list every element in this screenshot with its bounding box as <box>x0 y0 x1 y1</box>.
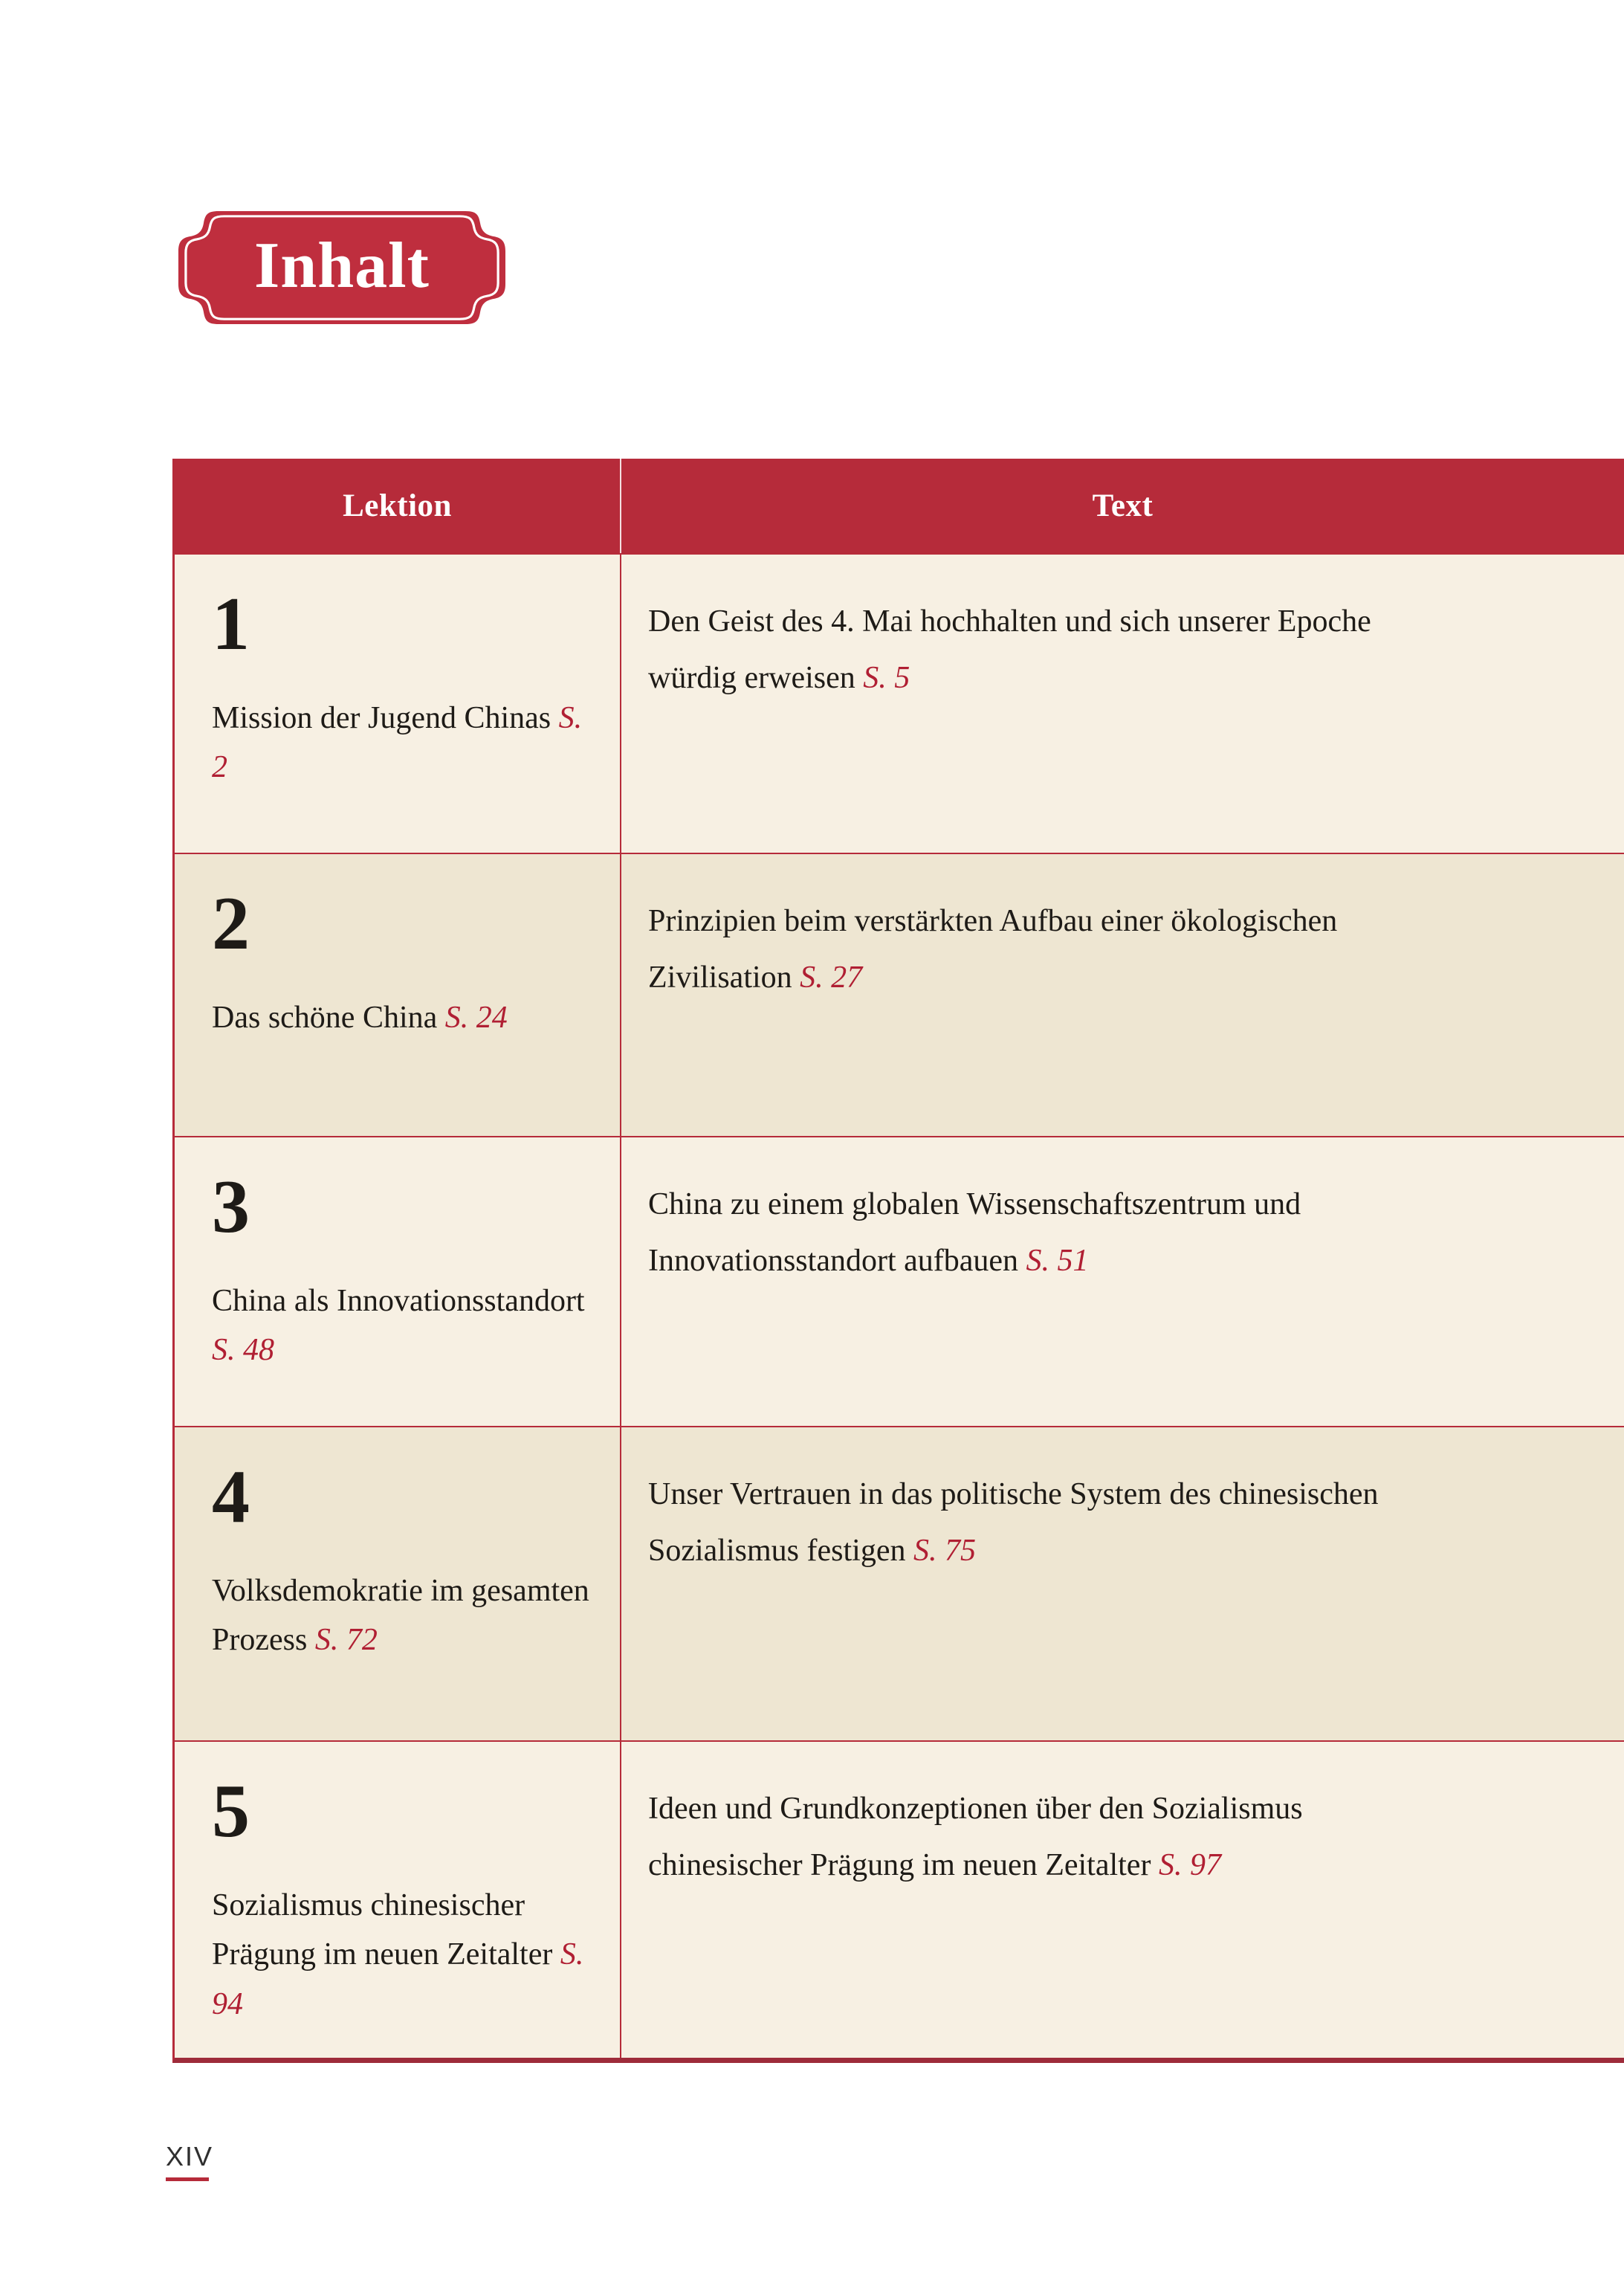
text-page-ref: S. 97 <box>1158 1848 1221 1883</box>
lesson-title <box>212 993 590 1042</box>
lesson-title <box>212 1881 590 2029</box>
inhalt-badge <box>174 207 510 329</box>
text-title: Unser Vertrauen in das politische System des chinesischen Sozialismus festigen <box>648 1477 1379 1569</box>
text-cell <box>621 1742 1624 2058</box>
lesson-page-ref: S. 72 <box>314 1623 378 1658</box>
lesson-cell <box>175 1427 621 1740</box>
table-row-5 <box>175 1740 1624 2058</box>
lesson-title <box>212 694 590 792</box>
column-header-lektion: Lektion <box>175 459 621 553</box>
lesson-page-ref: S. 48 <box>212 1333 274 1368</box>
lesson-title-text: China als Innovationsstandort <box>212 1284 585 1319</box>
text-cell <box>621 555 1624 853</box>
text-title: Den Geist des 4. Mai hochhalten und sich unserer Epoche würdig erweisen <box>648 604 1371 696</box>
text-page-ref: S. 75 <box>913 1534 976 1569</box>
page-title: Inhalt <box>254 229 430 302</box>
lesson-number: 3 <box>212 1165 250 1249</box>
lesson-cell <box>175 854 621 1136</box>
table-row-2 <box>175 853 1624 1136</box>
page-number-underline <box>166 2177 209 2181</box>
lesson-title-text: Das schöne China <box>212 1001 438 1036</box>
text-page-ref: S. 51 <box>1026 1244 1089 1279</box>
lesson-cell <box>175 1742 621 2058</box>
table-row-3 <box>175 1136 1624 1426</box>
page-footer <box>166 2141 213 2181</box>
lesson-title-text: Sozialismus chinesischer Prägung im neuen Zeitalter <box>212 1888 553 1972</box>
text-cell <box>621 1427 1624 1740</box>
lesson-number: 1 <box>212 582 250 666</box>
table-header-row <box>175 459 1624 553</box>
page-number: XIV <box>166 2141 214 2171</box>
table-row-4 <box>175 1426 1624 1740</box>
lesson-number: 5 <box>212 1769 250 1853</box>
lesson-cell <box>175 1137 621 1426</box>
text-title: Ideen und Grundkonzeptionen über den Sozialismus chinesischer Prägung im neuen Zeitalter <box>648 1792 1303 1883</box>
text-cell <box>621 854 1624 1136</box>
table-row-1 <box>175 553 1624 853</box>
text-cell <box>621 1137 1624 1426</box>
lesson-title <box>212 1276 590 1375</box>
lesson-page-ref: S. 2 <box>212 701 583 785</box>
lesson-cell <box>175 555 621 853</box>
lesson-title-text: Mission der Jugend Chinas <box>212 701 551 736</box>
text-title: China zu einem globalen Wissenschaftszentrum und Innovationsstandort aufbauen <box>648 1187 1301 1279</box>
text-page-ref: S. 5 <box>863 661 910 696</box>
text-page-ref: S. 27 <box>800 960 863 995</box>
column-header-text: Text <box>1092 488 1154 523</box>
text-title: Prinzipien beim verstärkten Aufbau einer ökologischen Zivilisation <box>648 904 1338 995</box>
lesson-title <box>212 1566 590 1665</box>
lesson-page-ref: S. 24 <box>444 1001 508 1036</box>
lesson-page-ref: S. 94 <box>212 1937 584 2021</box>
lesson-number: 4 <box>212 1455 250 1539</box>
lesson-title-text: Volksdemokratie im gesamten Prozess <box>212 1574 589 1658</box>
toc-table <box>172 459 1624 2063</box>
lesson-number: 2 <box>212 882 250 966</box>
